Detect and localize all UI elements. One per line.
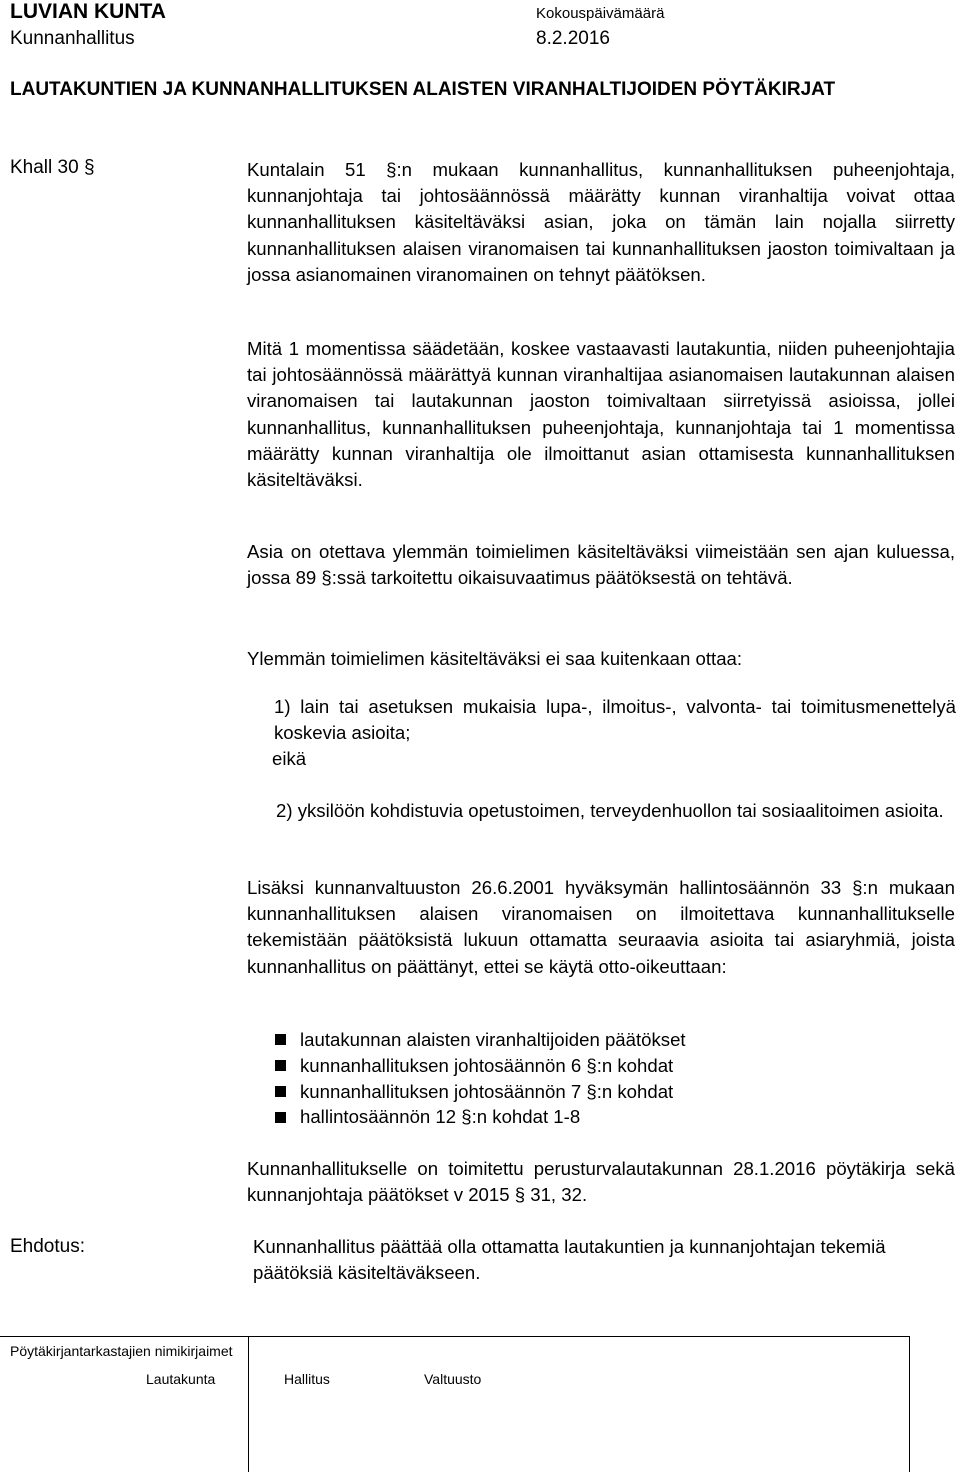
meeting-date: 8.2.2016 [536, 28, 610, 49]
paragraph-2: Mitä 1 momentissa säädetään, koskee vastaavasti lautakuntia, niiden puheenjohtajia tai johtosäännössä määrättyä kunnan viranhaltijaa asianomaisen lautakunnan alaisen viranomaisen tai lautakunnan jaoston toimivaltaan siirretyissä asioissa, jollei kunnanhallitus, kunnanhallituksen puheenjohtaja, kunnanjohtaja tai 1 momentissa määrätty kunnan viranhaltija ole ilmoittanut asian ottamisesta kunnanhallituksen käsiteltäväksi. [247, 338, 955, 491]
paragraph-1: Kuntalain 51 §:n mukaan kunnanhallitus, kunnanhallituksen puheenjohtaja, kunnanjohtaja tai johtosäännössä määrätty kunnan viranhaltija voivat ottaa kunnanhallituksen käsiteltäväksi asian, joka on tämän lain nojalla siirretty kunnanhallituksen alaisen viranomaisen tai kunnanhallituksen jaoston toimivaltaan ja jossa asianomainen viranomainen on tehnyt päätöksen. [247, 159, 955, 285]
paragraph-3: Asia on otettava ylemmän toimielimen käsiteltäväksi viimeistään sen ajan kuluessa, jossa 89 §:ssä tarkoitettu oikaisuvaatimus päätöksestä on tehtävä. [247, 541, 955, 589]
bullet-text: kunnanhallituksen johtosäännön 7 §:n kohdat [300, 1080, 674, 1102]
square-bullet-icon [275, 1060, 286, 1071]
signature-column-hallitus: Hallitus [284, 1371, 330, 1387]
bullet-text: hallintosäännön 12 §:n kohdat 1-8 [300, 1106, 581, 1128]
bullet-item [275, 1053, 686, 1079]
signature-column-valtuusto: Valtuusto [424, 1371, 482, 1387]
organization-name: LUVIAN KUNTA [10, 0, 166, 23]
footer-divider-vertical [248, 1336, 249, 1472]
bullet-item [275, 1104, 686, 1130]
list-item-1: 1) lain tai asetuksen mukaisia lupa-, ilmoitus-, valvonta- tai toimitusmenettelyä koskevia asioita; [274, 696, 956, 744]
bullet-text: lautakunnan alaisten viranhaltijoiden päätökset [300, 1029, 686, 1050]
bullet-item [275, 1027, 686, 1053]
list-item-2: 2) yksilöön kohdistuvia opetustoimen, terveydenhuollon tai sosiaalitoimen asioita. [276, 800, 944, 821]
bullet-text: kunnanhallituksen johtosäännön 6 §:n kohdat [300, 1054, 674, 1076]
footer-divider [0, 1336, 910, 1337]
signatures-label: Pöytäkirjantarkastajien nimikirjaimet [10, 1343, 233, 1359]
paragraph-6: Kunnanhallitukselle on toimitettu perusturvalautakunnan 28.1.2016 pöytäkirja sekä kunnanjohtaja päätökset v 2015 § 31, 32. [247, 1158, 955, 1206]
square-bullet-icon [275, 1034, 286, 1045]
bullet-item [275, 1079, 686, 1105]
square-bullet-icon [275, 1086, 286, 1097]
paragraph-4: Ylemmän toimielimen käsiteltäväksi ei saa kuitenkaan ottaa: [247, 648, 743, 669]
footer-divider-vertical [909, 1336, 910, 1472]
conjunction-eika: eikä [272, 748, 307, 769]
paragraph-5: Lisäksi kunnanvaltuuston 26.6.2001 hyväksymän hallintosäännön 33 §:n mukaan kunnanhallituksen alaisen viranomaisen on ilmoitettava kunnanhallitukselle tekemistään päätöksistä lukuun ottamatta seuraavia asioita tai asiaryhmiä, joista kunnanhallitus on päättänyt, ettei se käytä otto-oikeuttaan: [247, 877, 955, 977]
signature-column-lautakunta: Lautakunta [146, 1371, 216, 1387]
proposal-text: Kunnanhallitus päättää olla ottamatta lautakuntien ja kunnanjohtajan tekemiä päätöksiä käsiteltäväkseen. [253, 1236, 886, 1284]
document-title: LAUTAKUNTIEN JA KUNNANHALLITUKSEN ALAISTEN VIRANHALTIJOIDEN PÖYTÄKIRJAT [10, 79, 836, 100]
proposal-label: Ehdotus: [10, 1236, 85, 1257]
square-bullet-icon [275, 1112, 286, 1123]
meeting-date-label: Kokouspäivämäärä [536, 5, 665, 22]
section-label: Khall 30 § [10, 157, 95, 178]
body-name: Kunnanhallitus [10, 28, 135, 49]
bullet-list [275, 1027, 686, 1130]
